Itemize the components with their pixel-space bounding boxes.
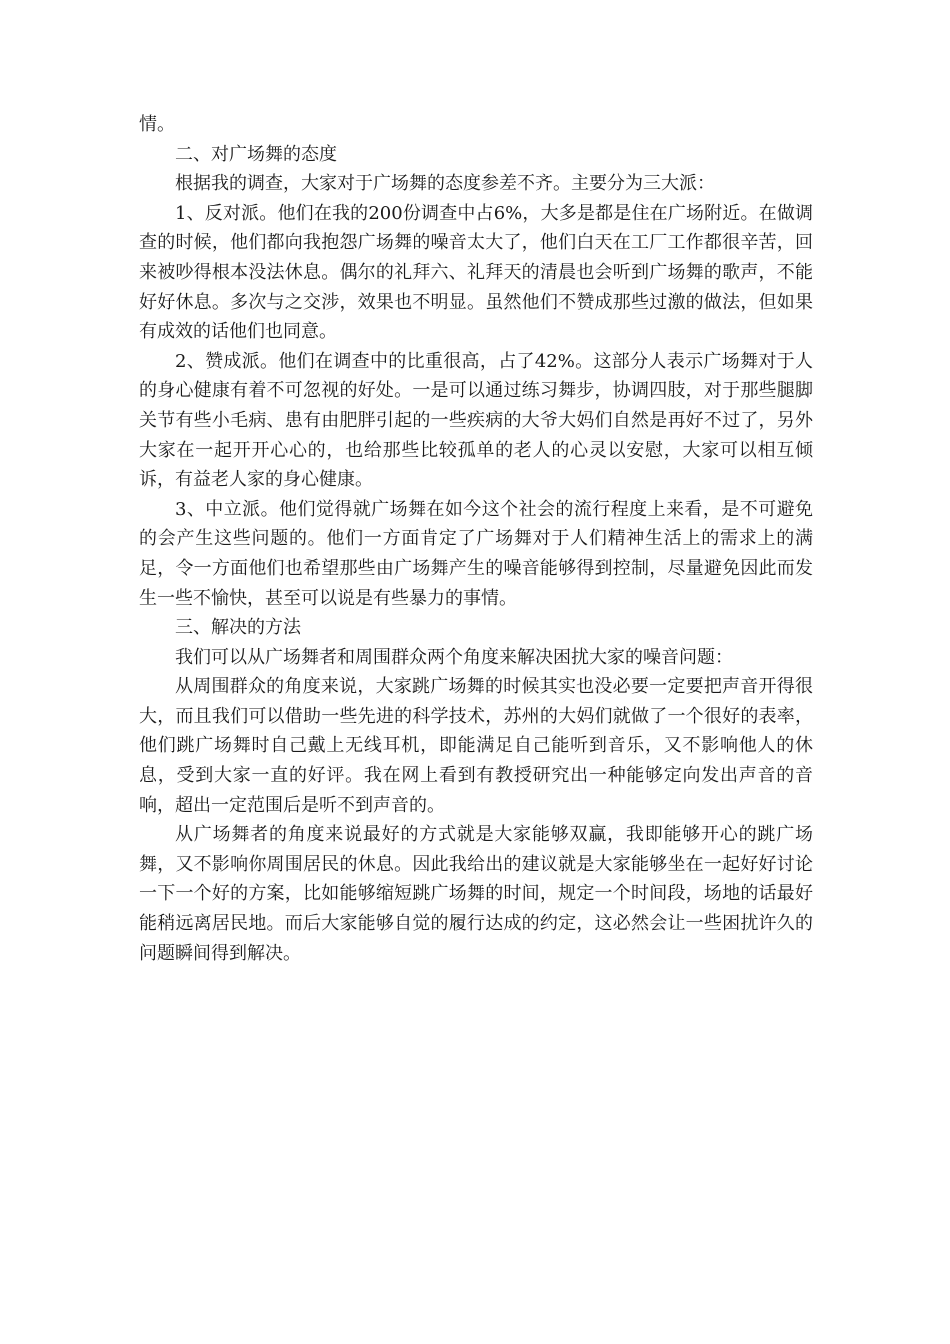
section-heading-attitude: 二、对广场舞的态度 [175,143,337,165]
section-heading-solutions: 三、解决的方法 [175,617,301,639]
paragraph-survey-intro: 根据我的调查，大家对于广场舞的态度参差不齐。主要分为三大派： [175,173,715,195]
paragraph-neutral: 3、中立派。他们觉得就广场舞在如今这个社会的流行程度上来看，是不可避免的会产生这些问题的。他们一方面肯定了广场舞对于人们精神生活上的需求上的满足，令一方面他们也希望那些由广场舞产生的噪音能够得到控制，尽量避免因此而发生一些不愉快，甚至可以说是有些暴力的事情。 [139,498,813,609]
paragraph-support: 2、赞成派。他们在调查中的比重很高，占了42%。这部分人表示广场舞对于人的身心健康有着不可忽视的好处。一是可以通过练习舞步，协调四肢，对于那些腿脚关节有些小毛病、患有由肥胖引起的一些疾病的大爷大妈们自然是再好不过了，另外大家在一起开开心心的，也给那些比较孤单的老人的心灵以安慰，大家可以相互倾诉，有益老人家的身心健康。 [139,350,813,491]
paragraph-continuation: 情。 [139,114,175,135]
paragraph-dancers-view: 从广场舞者的角度来说最好的方式就是大家能够双赢，我即能够开心的跳广场舞，又不影响你周围居民的休息。因此我给出的建议就是大家能够坐在一起好好讨论一下一个好的方案，比如能够缩短跳广场舞的时间，规定一个时间段，场地的话最好能稍远离居民地。而后大家能够自觉的履行达成的约定，这必然会让一些困扰许久的问题瞬间得到解决。 [139,824,813,964]
paragraph-opposition: 1、反对派。他们在我的200份调查中占6%，大多是都是住在广场附近。在做调查的时候，他们都向我抱怨广场舞的噪音太大了，他们白天在工厂工作都很辛苦，回来被吵得根本没法休息。偶尔的礼拜六、礼拜天的清晨也会听到广场舞的歌声，不能好好休息。多次与之交涉，效果也不明显。虽然他们不赞成那些过激的做法，但如果有成效的话他们也同意。 [139,202,813,343]
paragraph-solutions-intro: 我们可以从广场舞者和周围群众两个角度来解决困扰大家的噪音问题： [175,646,733,668]
document-body [139,110,813,968]
paragraph-residents-view: 从周围群众的角度来说，大家跳广场舞的时候其实也没必要一定要把声音开得很大，而且我们可以借助一些先进的科学技术，苏州的大妈们就做了一个很好的表率，他们跳广场舞时自己戴上无线耳机，即能满足自己能听到音乐，又不影响他人的休息，受到大家一直的好评。我在网上看到有教授研究出一种能够定向发出声音的音响，超出一定范围后是听不到声音的。 [139,676,813,816]
